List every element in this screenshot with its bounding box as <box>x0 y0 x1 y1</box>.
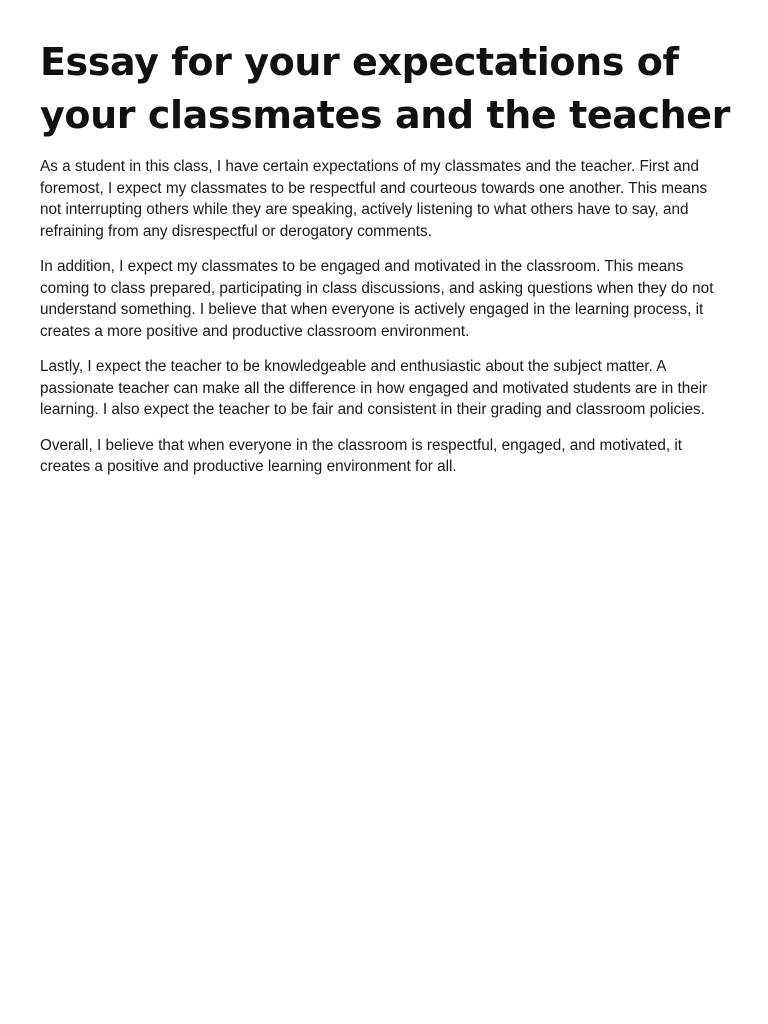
essay-paragraph-3: Lastly, I expect the teacher to be knowledgeable and enthusiastic about the subject matter. A passionate teacher can make all the difference in how engaged and motivated students are in their learning. I also expect the teacher to be fair and consistent in their grading and classroom policies. <box>40 358 708 418</box>
essay-document <box>40 36 730 492</box>
essay-paragraph-4: Overall, I believe that when everyone in the classroom is respectful, engaged, and motivated, it creates a positive and productive learning environment for all. <box>40 436 682 475</box>
essay-paragraph-1: As a student in this class, I have certain expectations of my classmates and the teacher. First and foremost, I expect my classmates to be respectful and courteous towards one another. This means not interrupting others while they are speaking, actively listening to what others have to say, and refraining from any disrespectful or derogatory comments. <box>40 158 708 240</box>
essay-paragraph-2: In addition, I expect my classmates to be engaged and motivated in the classroom. This means coming to class prepared, participating in class discussions, and asking questions when they do not understand something. I believe that when everyone is actively engaged in the learning process, it creates a more positive and productive classroom environment. <box>40 258 714 340</box>
essay-title: Essay for your expectations of your classmates and the teacher <box>40 40 730 137</box>
